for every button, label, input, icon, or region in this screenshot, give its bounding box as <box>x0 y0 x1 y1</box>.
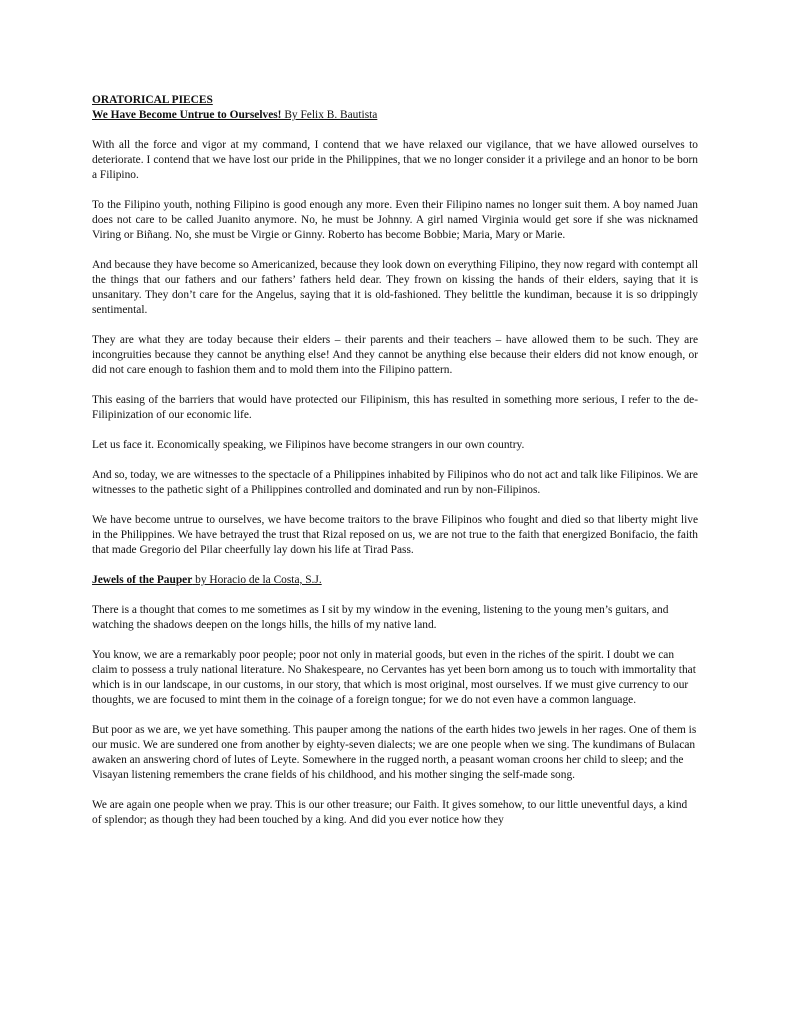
speech1-paragraph: And so, today, we are witnesses to the spectacle of a Philippines inhabited by Filipinos who do not act and talk like Filipinos. We are witnesses to the pathetic sight of a Philippines controlled and dominated and run by non-Filipinos. <box>92 469 698 496</box>
speech2-byline: by Horacio de la Costa, S.J. <box>192 574 322 586</box>
speech1-title-line <box>92 108 698 123</box>
speech2-title-line <box>92 573 698 588</box>
speech1-paragraph: Let us face it. Economically speaking, we Filipinos have become strangers in our own country. <box>92 439 525 451</box>
speech2-title: Jewels of the Pauper <box>92 574 193 586</box>
speech2-paragraph: But poor as we are, we yet have something. This pauper among the nations of the earth hides two jewels in her rages. One of them is our music. We are sundered one from another by eighty-seven dialects; we are one people when we sing. The kundimans of Bulacan awaken an answering chord of lutes of Leyte. Somewhere in the rugged north, a peasant woman croons her child to sleep; and the Visayan listening remembers the crane fields of his childhood, and his mother singing the self-made song. <box>92 724 697 781</box>
speech1-byline: By Felix B. Bautista <box>281 109 378 121</box>
speech2-paragraph: There is a thought that comes to me sometimes as I sit by my window in the evening, listening to the young men’s guitars, and watching the shadows deepen on the longs hills, the hills of my native land. <box>92 604 669 631</box>
speech1-title: We Have Become Untrue to Ourselves! <box>92 109 282 121</box>
section-heading: ORATORICAL PIECES <box>92 94 213 106</box>
speech1-paragraph: They are what they are today because their elders – their parents and their teachers – have allowed them to be such. They are incongruities because they cannot be anything else! And they cannot be anything else because their elders did not know enough, or did not care enough to fashion them and to mold them into the Filipino pattern. <box>92 334 698 376</box>
speech1-paragraph: And because they have become so Americanized, because they look down on everything Filipino, they now regard with contempt all the things that our fathers and our fathers’ fathers held dear. They frown on kissing the hands of their elders, saying that it is unsanitary. They don’t care for the Angelus, saying that it is old-fashioned. They belittle the kundiman, because it is so drippingly sentimental. <box>92 259 698 316</box>
speech2-paragraph: We are again one people when we pray. This is our other treasure; our Faith. It gives somehow, to our little uneventful days, a kind of splendor; as though they had been touched by a king. And did you ever notice how they <box>92 799 688 826</box>
speech1-paragraph: To the Filipino youth, nothing Filipino is good enough any more. Even their Filipino names no longer suit them. A boy named Juan does not care to be called Juanito anymore. No, he must be Johnny. A girl named Virginia would get sore if she was nicknamed Viring or Biñang. No, she must be Virgie or Ginny. Roberto has become Bobbie; Maria, Mary or Marie. <box>92 199 698 241</box>
speech1-paragraph: With all the force and vigor at my command, I contend that we have relaxed our vigilance, that we have allowed ourselves to deteriorate. I contend that we have lost our pride in the Philippines, that we no longer consider it a privilege and an honor to be born a Filipino. <box>92 139 698 181</box>
speech1-paragraph: We have become untrue to ourselves, we have become traitors to the brave Filipinos who fought and died so that liberty might live in the Philippines. We have betrayed the trust that Rizal reposed on us, we are not true to the faith that energized Bonifacio, the faith that made Gregorio del Pilar cheerfully lay down his life at Tirad Pass. <box>92 514 698 556</box>
speech1-paragraph: This easing of the barriers that would have protected our Filipinism, this has resulted in something more serious, I refer to the de-Filipinization of our economic life. <box>92 394 698 421</box>
document-page <box>92 93 698 828</box>
speech2-paragraph: You know, we are a remarkably poor people; poor not only in material goods, but even in the riches of the spirit. I doubt we can claim to possess a truly national literature. No Shakespeare, no Cervantes has yet been born among us to touch with immortality that which is in our landscape, in our customs, in our story, that which is most original, most ourselves. If we must give currency to our thoughts, we are focused to mint them in the coinage of a foreign tongue; for we do not even have a common language. <box>92 649 696 706</box>
